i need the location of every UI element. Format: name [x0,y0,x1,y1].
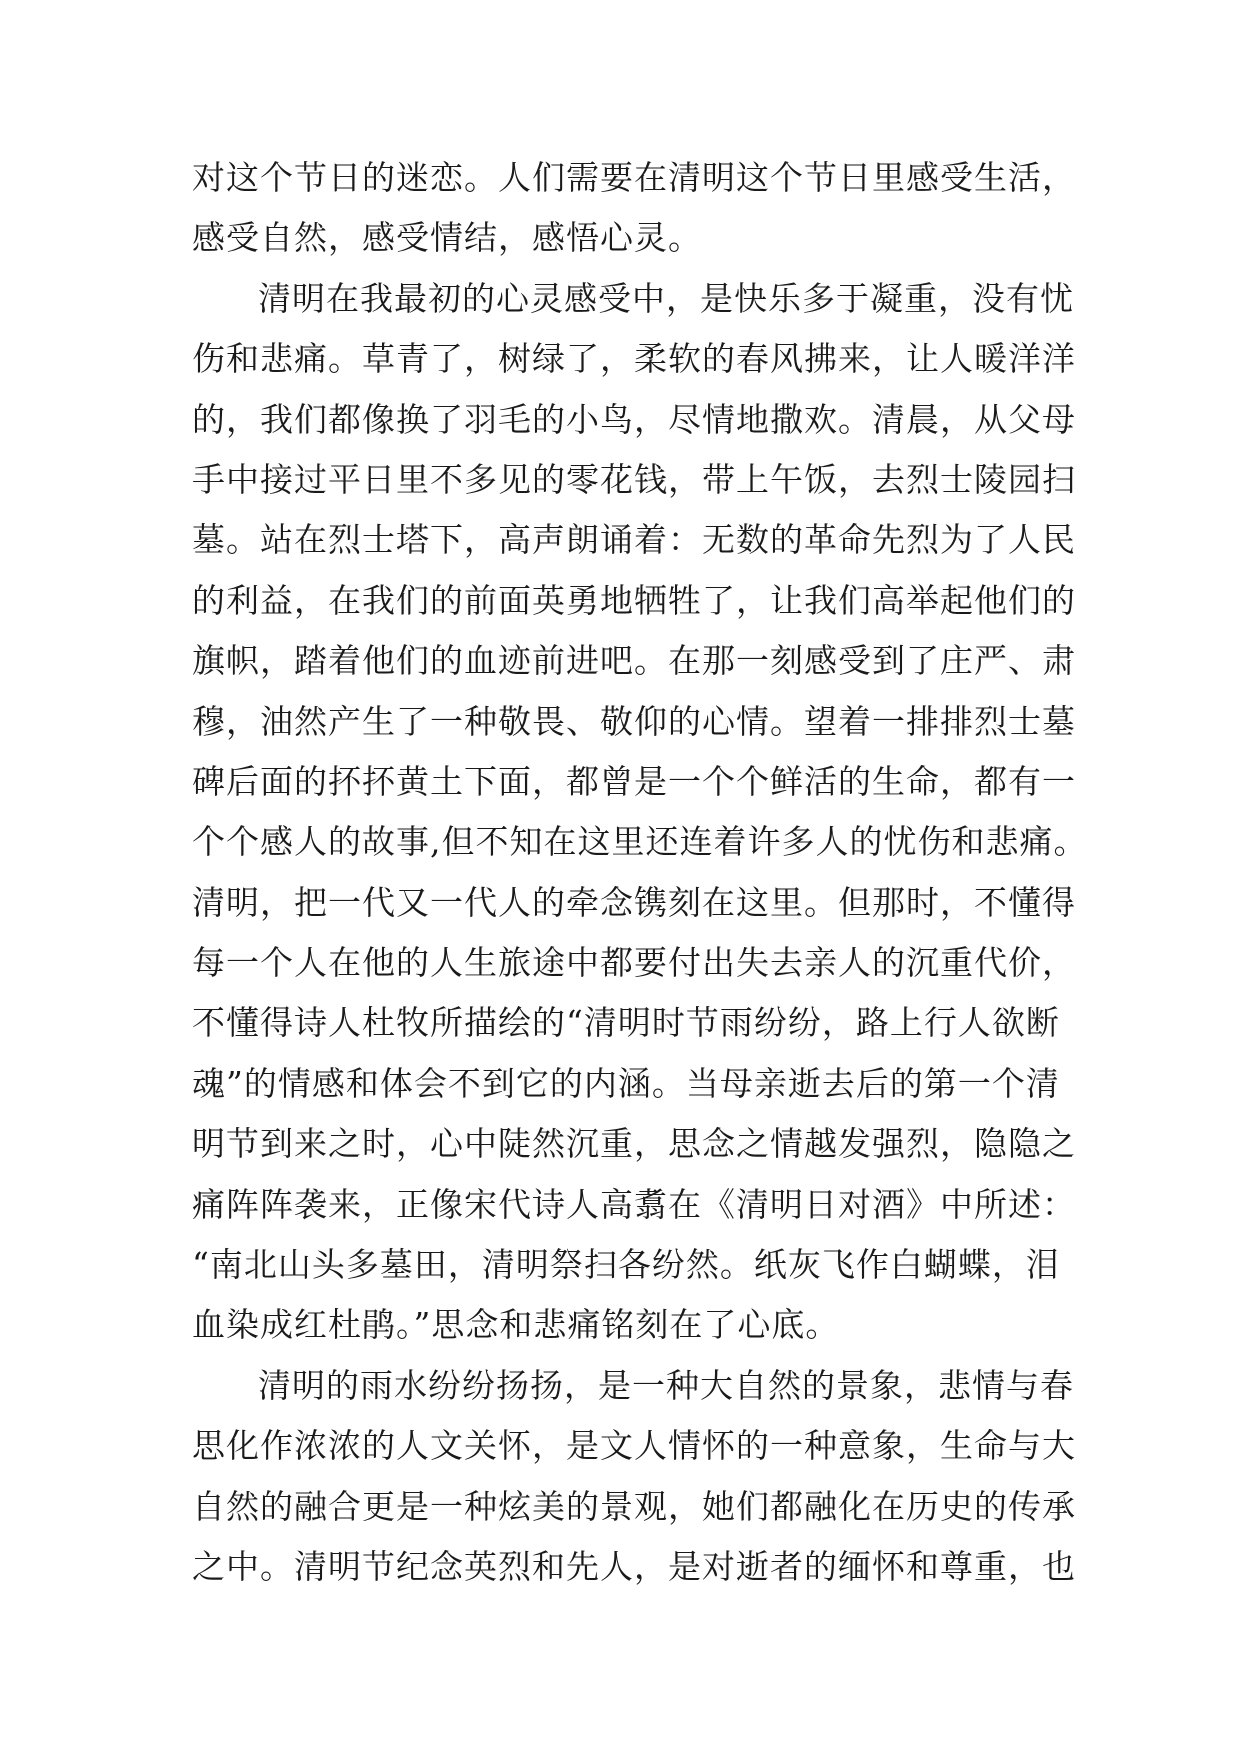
text-line: 墓。站在烈士塔下，高声朗诵着：无数的革命先烈为了人民 [192,520,1076,560]
text-line: 自然的融合更是一种炫美的景观，她们都融化在历史的传承 [192,1486,1076,1526]
text-line: 清明的雨水纷纷扬扬，是一种大自然的景象，悲情与春 [258,1365,1074,1405]
text-line: 个个感人的故事,但不知在这里还连着许多人的忧伤和悲痛。 [192,822,1088,862]
text-line: 血染成红杜鹃。”思念和悲痛铭刻在了心底。 [192,1305,840,1345]
text-line: 之中。清明节纪念英烈和先人，是对逝者的缅怀和尊重，也 [192,1546,1076,1586]
body-text [192,148,1088,1597]
text-line: 每一个人在他的人生旅途中都要付出失去亲人的沉重代价， [192,943,1076,983]
text-line: 的，我们都像换了羽毛的小鸟，尽情地撒欢。清晨，从父母 [192,399,1076,439]
text-line: 清明在我最初的心灵感受中，是快乐多于凝重，没有忧 [258,278,1074,318]
text-line: 旗帜，踏着他们的血迹前进吧。在那一刻感受到了庄严、肃 [192,641,1076,681]
text-line: 的利益，在我们的前面英勇地牺牲了，让我们高举起他们的 [192,580,1076,620]
text-line: 清明，把一代又一代人的牵念镌刻在这里。但那时，不懂得 [192,882,1076,922]
text-line: 穆，油然产生了一种敬畏、敬仰的心情。望着一排排烈士墓 [192,701,1076,741]
text-line: 痛阵阵袭来，正像宋代诗人高翥在《清明日对酒》中所述： [192,1184,1076,1224]
text-line: 感受自然，感受情结，感悟心灵。 [192,218,702,258]
text-line: 碑后面的抔抔黄土下面，都曾是一个个鲜活的生命，都有一 [192,761,1076,801]
text-line: 对这个节日的迷恋。人们需要在清明这个节日里感受生活， [192,158,1076,197]
text-line: 伤和悲痛。草青了，树绿了，柔软的春风拂来，让人暖洋洋 [192,339,1076,379]
text-line: “南北山头多墓田，清明祭扫各纷然。纸灰飞作白蝴蝶，泪 [192,1245,1060,1285]
text-line: 手中接过平日里不多见的零花钱，带上午饭，去烈士陵园扫 [192,459,1076,499]
text-line: 不懂得诗人杜牧所描绘的“清明时节雨纷纷，路上行人欲断 [192,1003,1060,1043]
text-line: 明节到来之时，心中陡然沉重，思念之情越发强烈，隐隐之 [192,1124,1076,1164]
text-line: 魂”的情感和体会不到它的内涵。当母亲逝去后的第一个清 [192,1063,1060,1103]
text-line: 思化作浓浓的人文关怀，是文人情怀的一种意象，生命与大 [192,1426,1076,1466]
